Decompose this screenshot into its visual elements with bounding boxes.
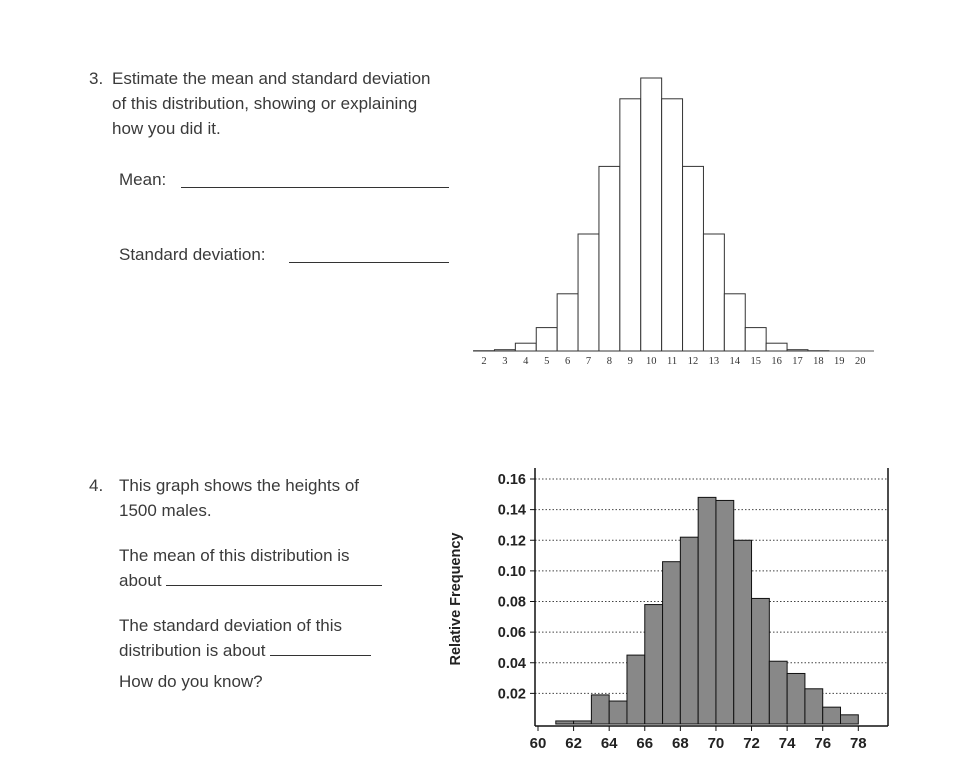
- q4-mean-line2: [119, 568, 382, 593]
- q4-mean-line2-text: about: [119, 571, 162, 590]
- q3-text-line: how you did it.: [112, 119, 221, 138]
- histogram-bar: [766, 343, 787, 351]
- y-axis-title: Relative Frequency: [448, 532, 464, 666]
- x-tick-label: 17: [792, 356, 803, 367]
- q4-sd-answer-line[interactable]: [270, 654, 371, 656]
- y-tick-label: 0.14: [497, 502, 526, 519]
- histogram-bar: [557, 294, 578, 351]
- q4-text-line: 1500 males.: [119, 501, 212, 520]
- x-tick-label: 5: [544, 356, 550, 367]
- q3-sd-label: Standard deviation:: [119, 245, 266, 264]
- histogram-bar: [620, 99, 641, 351]
- histogram-bar: [556, 721, 574, 724]
- q3-text-line: Estimate the mean and standard deviation: [112, 69, 431, 88]
- x-tick-label: 74: [778, 735, 796, 752]
- x-tick-label: 4: [523, 356, 529, 367]
- histogram-bar: [641, 78, 662, 351]
- histogram-bar: [823, 707, 841, 724]
- x-tick-label: 70: [707, 735, 725, 752]
- x-tick-label: 76: [814, 735, 832, 752]
- x-tick-label: 2: [481, 356, 487, 367]
- y-tick-label: 0.10: [497, 563, 526, 580]
- histogram-bar: [609, 701, 627, 724]
- x-tick-label: 9: [627, 356, 633, 367]
- x-tick-label: 78: [849, 735, 867, 752]
- histogram-bar: [578, 234, 599, 351]
- q4-how-prompt: How do you know?: [119, 672, 263, 691]
- x-tick-label: 16: [771, 356, 782, 367]
- x-tick-label: 62: [565, 735, 582, 752]
- histogram-bar: [515, 343, 536, 351]
- q3-sd-answer-line[interactable]: [289, 262, 449, 263]
- y-tick-label: 0.16: [497, 472, 526, 488]
- q3-text: [112, 66, 430, 141]
- histogram-bar: [680, 537, 698, 724]
- x-tick-label: 7: [585, 356, 592, 367]
- q4-sd-line2-text: distribution is about: [119, 641, 266, 660]
- y-tick-label: 0.06: [497, 625, 526, 642]
- x-tick-label: 20: [854, 356, 866, 367]
- q4-number: 4.: [89, 476, 104, 495]
- y-tick-label: 0.02: [497, 686, 526, 703]
- q3-histogram: [470, 60, 880, 380]
- histogram-bar: [703, 234, 724, 351]
- q4-height-histogram: [440, 460, 900, 758]
- histogram-bar: [494, 350, 515, 351]
- x-tick-label: 10: [645, 356, 657, 367]
- histogram-bar: [663, 562, 681, 724]
- x-tick-label: 66: [636, 735, 654, 752]
- x-tick-label: 68: [672, 735, 689, 752]
- q4-text: [119, 473, 359, 523]
- q4-sd-line2: [119, 638, 371, 663]
- y-tick-label: 0.04: [497, 655, 526, 672]
- x-tick-label: 3: [502, 356, 508, 367]
- histogram-bar: [805, 689, 823, 724]
- q3-mean-label: Mean:: [119, 170, 167, 189]
- histogram-bar: [698, 497, 716, 724]
- x-tick-label: 18: [813, 356, 824, 367]
- histogram-bar: [662, 99, 683, 351]
- histogram-bar: [716, 500, 734, 724]
- x-tick-label: 72: [743, 735, 760, 752]
- histogram-bar: [574, 721, 592, 724]
- x-tick-label: 13: [708, 356, 720, 367]
- histogram-bar: [752, 598, 770, 724]
- histogram-bar: [787, 673, 805, 724]
- x-tick-label: 19: [834, 356, 845, 367]
- q4-sd-prompt: [119, 613, 371, 663]
- q4-mean-line1: The mean of this distribution is: [119, 546, 350, 565]
- histogram-bar: [683, 166, 704, 351]
- histogram-bar: [591, 695, 609, 724]
- q4-text-line: This graph shows the heights of: [119, 476, 360, 495]
- x-tick-label: 6: [564, 356, 571, 367]
- histogram-bar: [599, 166, 620, 351]
- histogram-bar: [734, 540, 752, 724]
- y-tick-label: 0.08: [497, 594, 526, 611]
- histogram-bar: [769, 661, 787, 724]
- q3-text-line: of this distribution, showing or explaining: [112, 94, 418, 113]
- x-tick-label: 15: [750, 356, 761, 367]
- q4-mean-prompt: [119, 543, 382, 593]
- x-tick-label: 14: [729, 356, 741, 367]
- q3-number: 3.: [89, 69, 104, 88]
- histogram-bar: [745, 328, 766, 351]
- x-tick-label: 12: [687, 356, 699, 367]
- q4-mean-answer-line[interactable]: [166, 584, 382, 586]
- histogram-bar: [627, 655, 645, 724]
- x-tick-label: 8: [606, 356, 613, 367]
- histogram-bar: [645, 605, 663, 724]
- x-tick-label: 64: [600, 735, 618, 752]
- y-tick-label: 0.12: [497, 533, 526, 550]
- histogram-bar: [841, 715, 859, 724]
- q3-mean-answer-line[interactable]: [181, 187, 449, 188]
- x-tick-label: 11: [667, 356, 678, 367]
- histogram-bar: [787, 350, 808, 351]
- histogram-bar: [724, 294, 745, 351]
- q4-sd-line1: The standard deviation of this: [119, 616, 343, 635]
- histogram-bar: [536, 328, 557, 351]
- x-tick-label: 60: [529, 735, 547, 752]
